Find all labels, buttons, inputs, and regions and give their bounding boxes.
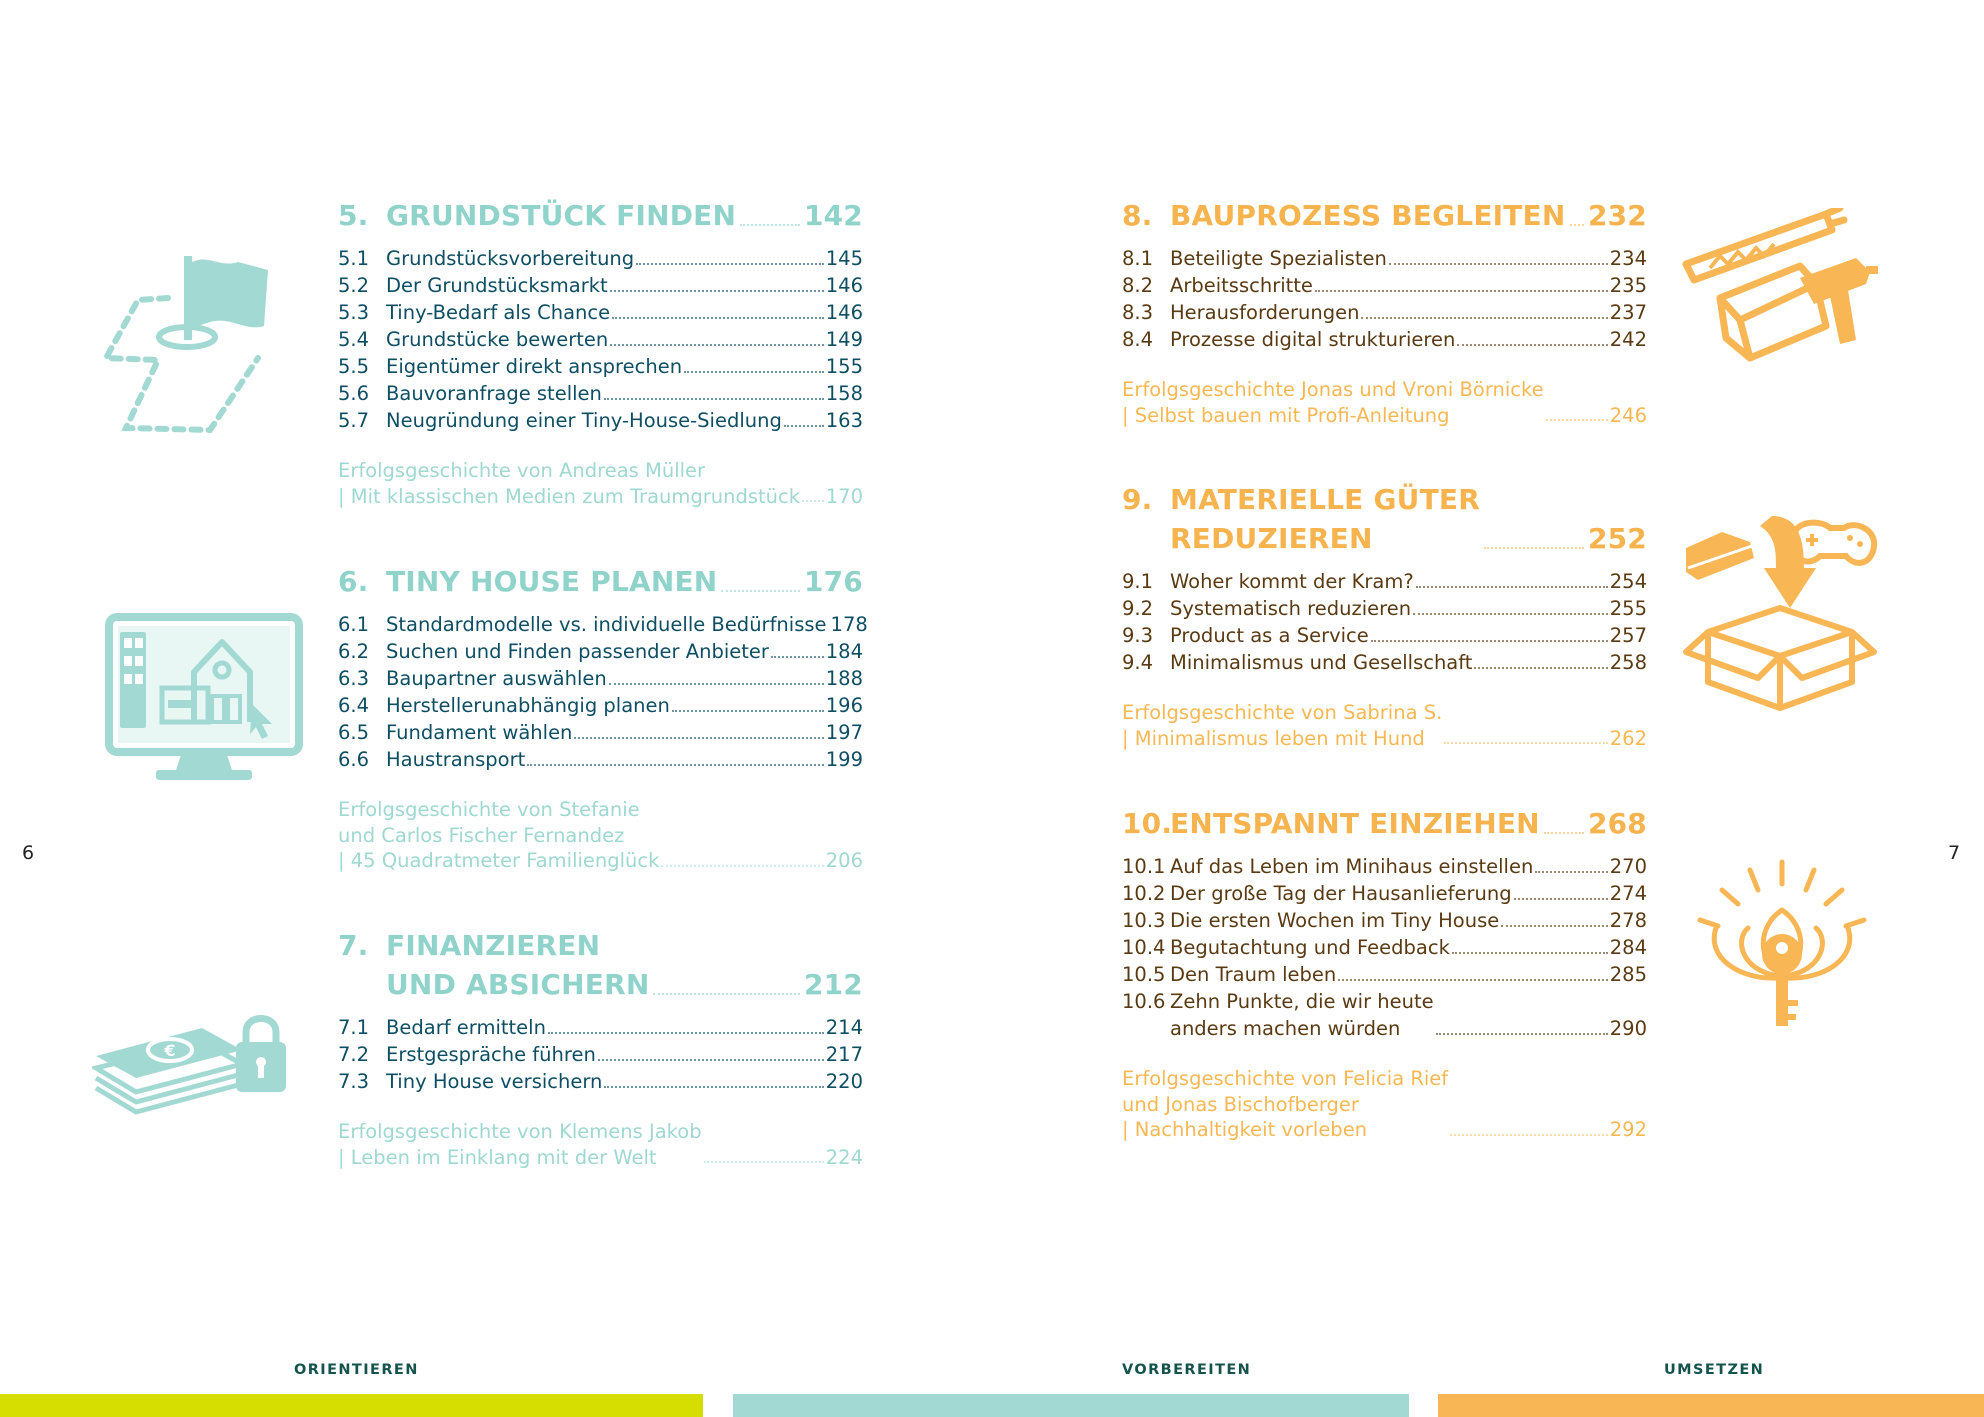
entry-page: 163	[825, 409, 863, 432]
leader-dots	[1413, 613, 1608, 615]
entry-page: 158	[825, 382, 863, 405]
entry-number: 6.4	[338, 694, 370, 717]
entry-title: Product as a Service	[1170, 624, 1369, 647]
leader-dots	[636, 263, 824, 265]
flag-plot-icon	[98, 248, 278, 438]
toc-entry[interactable]	[1122, 299, 1647, 326]
entry-number: 5.7	[338, 409, 370, 432]
leader-dots	[1546, 419, 1608, 421]
entry-title-line: Zehn Punkte, die wir heute	[1170, 990, 1434, 1013]
entry-title: Fundament wählen	[386, 721, 573, 744]
entry-title-line: anders machen würden	[1170, 1017, 1401, 1040]
chapter-title: TINY HOUSE PLANEN	[386, 565, 718, 598]
story-page: 246	[1609, 403, 1647, 427]
leader-dots	[527, 764, 824, 766]
entry-title: Prozesse digital strukturieren	[1170, 328, 1456, 351]
entry-number: 5.2	[338, 274, 370, 297]
entry-title: Der große Tag der Hausanlieferung	[1170, 882, 1512, 905]
entry-page: 178	[830, 613, 868, 636]
toc-entry[interactable]	[338, 692, 863, 719]
story-title	[338, 797, 659, 874]
entry-title: Erstgespräche führen	[386, 1043, 596, 1066]
toc-entry[interactable]	[338, 746, 863, 773]
story-title	[338, 458, 800, 509]
leader-dots	[1535, 871, 1607, 873]
chapter-title	[386, 926, 649, 1004]
success-story[interactable]	[338, 797, 863, 874]
entry-page: 155	[825, 355, 863, 378]
toc-list	[1122, 245, 1647, 353]
entry-number: 8.1	[1122, 247, 1154, 270]
toc-entry[interactable]	[338, 1014, 863, 1041]
entry-title: Beteiligte Spezialisten	[1170, 247, 1387, 270]
entry-page: 199	[825, 748, 863, 771]
entry-title: Tiny-Bedarf als Chance	[386, 301, 611, 324]
footer-tab-orientieren[interactable]: ORIENTIEREN	[294, 1362, 419, 1378]
leader-dots	[672, 710, 824, 712]
leader-dots	[1315, 290, 1608, 292]
leader-dots	[1416, 586, 1608, 588]
leader-dots	[1514, 898, 1608, 900]
entry-number: 10.2	[1122, 882, 1166, 905]
leader-dots	[740, 224, 800, 226]
toc-list	[338, 1014, 863, 1095]
entry-page: 258	[1609, 651, 1647, 674]
entry-number: 7.2	[338, 1043, 370, 1066]
entry-page: 242	[1609, 328, 1647, 351]
chapter-title: ENTSPANNT EINZIEHEN	[1170, 807, 1540, 840]
story-line: Erfolgsgeschichte von Andreas Müller	[338, 459, 706, 482]
story-line: und Jonas Bischofberger	[1122, 1092, 1359, 1116]
story-page: 292	[1609, 1118, 1647, 1141]
chapter-page: 142	[803, 199, 863, 232]
leader-dots	[1389, 263, 1608, 265]
entry-number: 10.1	[1122, 855, 1166, 878]
entry-title: Grundstücksvorbereitung	[386, 247, 635, 270]
entry-page: 188	[825, 667, 863, 690]
toc-entry[interactable]	[1122, 622, 1647, 649]
shoe-gamepad-box-icon	[1680, 512, 1880, 712]
leader-dots	[653, 993, 799, 995]
toc-entry[interactable]	[338, 665, 863, 692]
chapter-page: 212	[803, 968, 863, 1001]
chapter-9	[1122, 480, 1647, 751]
entry-number: 8.4	[1122, 328, 1154, 351]
entry-page: 274	[1609, 882, 1647, 905]
chapter-page: 252	[1587, 522, 1647, 555]
toc-entry[interactable]	[338, 611, 868, 638]
toc-entry[interactable]	[338, 326, 863, 353]
entry-page: 257	[1609, 624, 1647, 647]
leader-dots	[610, 290, 824, 292]
chapter-number: 7.	[338, 929, 369, 962]
leader-dots	[612, 317, 824, 319]
chapter-title	[1170, 480, 1480, 558]
chapter-title: GRUNDSTÜCK FINDEN	[386, 199, 737, 232]
leader-dots	[721, 590, 800, 592]
leader-dots	[1501, 925, 1608, 927]
toc-entry[interactable]	[1122, 595, 1647, 622]
story-page: 170	[825, 484, 863, 508]
monitor-house-design-icon	[104, 612, 304, 790]
chapter-page: 268	[1587, 807, 1647, 840]
leader-dots	[610, 344, 824, 346]
entry-number: 7.3	[338, 1070, 370, 1093]
toc-entry[interactable]	[338, 719, 863, 746]
toc-entry[interactable]	[338, 1068, 863, 1095]
entry-number: 10.6	[1122, 990, 1166, 1013]
entry-title: Bedarf ermitteln	[386, 1016, 546, 1039]
leader-dots	[1452, 952, 1608, 954]
entry-title: Suchen und Finden passender Anbieter	[386, 640, 769, 663]
chapter-title-line: UND ABSICHERN	[386, 968, 650, 1001]
toc-entry[interactable]	[338, 380, 863, 407]
entry-number: 9.4	[1122, 651, 1154, 674]
entry-title: Baupartner auswählen	[386, 667, 607, 690]
entry-number: 5.3	[338, 301, 370, 324]
story-title	[1122, 700, 1442, 751]
story-line: Erfolgsgeschichte Jonas und Vroni Börnicke	[1122, 378, 1544, 401]
entry-page: 285	[1609, 963, 1647, 986]
story-page: 206	[825, 849, 863, 872]
story-line: | 45 Quadratmeter Familienglück	[338, 849, 660, 872]
story-line: | Nachhaltigkeit vorleben	[1122, 1118, 1368, 1141]
toc-list	[1122, 568, 1647, 676]
leader-dots	[784, 425, 824, 427]
entry-title: Begutachtung und Feedback	[1170, 936, 1450, 959]
leader-dots	[604, 1086, 823, 1088]
chapter-number: 8.	[1122, 199, 1153, 232]
entry-page: 146	[825, 274, 863, 297]
entry-number: 5.5	[338, 355, 370, 378]
entry-title: Tiny House versichern	[386, 1070, 603, 1093]
toc-entry[interactable]	[1122, 853, 1647, 880]
footer-bar-orientieren	[0, 1394, 703, 1417]
toc-entry[interactable]	[1122, 245, 1647, 272]
entry-number: 7.1	[338, 1016, 370, 1039]
toc-entry[interactable]	[1122, 934, 1647, 961]
toc-entry[interactable]	[1122, 649, 1647, 676]
chapter-page: 232	[1587, 199, 1647, 232]
toc-entry[interactable]	[1122, 988, 1647, 1042]
entry-page: 255	[1609, 597, 1647, 620]
leader-dots	[1450, 1134, 1608, 1136]
toc-list	[1122, 853, 1647, 1042]
key-lotus-icon	[1692, 856, 1872, 1028]
leader-dots	[1570, 224, 1584, 226]
leader-dots	[598, 1059, 824, 1061]
entry-number: 6.2	[338, 640, 370, 663]
entry-page: 196	[825, 694, 863, 717]
toc-entry[interactable]	[1122, 907, 1647, 934]
saw-wood-drill-icon	[1680, 208, 1880, 373]
story-line: Erfolgsgeschichte von Sabrina S.	[1122, 701, 1443, 724]
story-title	[1122, 1066, 1448, 1143]
entry-number: 10.4	[1122, 936, 1166, 959]
entry-title: Haustransport	[386, 748, 526, 771]
chapter-8	[1122, 196, 1647, 428]
footer-bar-umsetzen	[1438, 1394, 1984, 1417]
chapter-6	[338, 562, 868, 874]
chapter-heading[interactable]	[1122, 196, 1647, 235]
success-story[interactable]	[1122, 700, 1647, 751]
leader-dots	[771, 656, 824, 658]
entry-title: Woher kommt der Kram?	[1170, 570, 1414, 593]
entry-title: Der Grundstücksmarkt	[386, 274, 608, 297]
chapter-title-line: MATERIELLE GÜTER	[1170, 483, 1480, 516]
leader-dots	[802, 500, 824, 502]
entry-page: 184	[825, 640, 863, 663]
toc-entry[interactable]	[1122, 272, 1647, 299]
toc-entry[interactable]	[338, 245, 863, 272]
story-title	[338, 1119, 702, 1170]
story-line: Erfolgsgeschichte von Felicia Rief	[1122, 1067, 1449, 1090]
chapter-title: BAUPROZESS BEGLEITEN	[1170, 199, 1566, 232]
entry-number: 5.1	[338, 247, 370, 270]
entry-page: 220	[825, 1070, 863, 1093]
story-title	[1122, 377, 1544, 428]
chapter-page: 176	[803, 565, 863, 598]
entry-title: Herausforderungen	[1170, 301, 1360, 324]
leader-dots	[1484, 547, 1584, 549]
entry-number: 6.6	[338, 748, 370, 771]
entry-title: Bauvoranfrage stellen	[386, 382, 602, 405]
entry-page: 237	[1609, 301, 1647, 324]
entry-number: 10.3	[1122, 909, 1166, 932]
entry-title: Herstellerunabhängig planen	[386, 694, 670, 717]
toc-entry[interactable]	[1122, 568, 1647, 595]
leader-dots	[1371, 640, 1608, 642]
leader-dots	[1338, 979, 1607, 981]
money-lock-icon	[92, 1004, 302, 1116]
leader-dots	[704, 1161, 824, 1163]
entry-number: 5.4	[338, 328, 370, 351]
chapter-title-line: FINANZIEREN	[386, 929, 601, 962]
leader-dots	[684, 371, 824, 373]
entry-number: 9.1	[1122, 570, 1154, 593]
entry-page: 290	[1609, 1017, 1647, 1040]
leader-dots	[1544, 832, 1584, 834]
entry-title: Auf das Leben im Minihaus einstellen	[1170, 855, 1534, 878]
entry-page: 270	[1609, 855, 1647, 878]
entry-page: 234	[1609, 247, 1647, 270]
leader-dots	[574, 737, 823, 739]
toc-entry[interactable]	[338, 1041, 863, 1068]
toc-entry[interactable]	[1122, 961, 1647, 988]
toc-entry[interactable]	[338, 272, 863, 299]
chapter-number: 5.	[338, 199, 369, 232]
chapter-10	[1122, 804, 1647, 1143]
story-line: Erfolgsgeschichte von Stefanie	[338, 798, 640, 821]
page-number: 7	[1948, 842, 1961, 864]
chapter-heading[interactable]	[1122, 804, 1647, 843]
entry-title: Neugründung einer Tiny-House-Siedlung	[386, 409, 782, 432]
leader-dots	[548, 1032, 824, 1034]
toc-list	[338, 245, 863, 434]
toc-entry[interactable]	[1122, 326, 1647, 353]
leader-dots	[1457, 344, 1607, 346]
entry-number: 8.2	[1122, 274, 1154, 297]
story-line: | Leben im Einklang mit der Welt	[338, 1145, 657, 1169]
svg-text:€: €	[164, 1041, 176, 1060]
entry-title: Den Traum leben	[1170, 963, 1337, 986]
entry-page: 278	[1609, 909, 1647, 932]
toc-entry[interactable]	[1122, 880, 1647, 907]
chapter-heading[interactable]	[338, 562, 863, 601]
entry-title: Grundstücke bewerten	[386, 328, 609, 351]
chapter-heading[interactable]	[1122, 480, 1647, 558]
entry-title	[1170, 988, 1434, 1042]
entry-number: 8.3	[1122, 301, 1154, 324]
entry-title: Eigentümer direkt ansprechen	[386, 355, 683, 378]
toc-entry[interactable]	[338, 299, 863, 326]
entry-page: 254	[1609, 570, 1647, 593]
story-line: | Selbst bauen mit Profi-Anleitung	[1122, 403, 1450, 427]
chapter-heading[interactable]	[338, 926, 863, 1004]
entry-number: 10.5	[1122, 963, 1166, 986]
right-page	[992, 0, 1984, 1417]
entry-number: 9.3	[1122, 624, 1154, 647]
entry-title: Minimalismus und Gesellschaft	[1170, 651, 1473, 674]
entry-page: 284	[1609, 936, 1647, 959]
chapter-number: 9.	[1122, 483, 1153, 516]
chapter-number: 6.	[338, 565, 369, 598]
leader-dots	[604, 398, 824, 400]
chapter-title-line: REDUZIEREN	[1170, 522, 1373, 555]
leader-dots	[1474, 667, 1607, 669]
footer-bar-vorbereiten	[733, 1394, 1409, 1417]
success-story[interactable]	[338, 1119, 863, 1170]
entry-page: 217	[825, 1043, 863, 1066]
chapter-5	[338, 196, 863, 509]
entry-number: 9.2	[1122, 597, 1154, 620]
chapter-7	[338, 926, 863, 1170]
story-line: | Minimalismus leben mit Hund	[1122, 726, 1425, 750]
toc-entry[interactable]	[338, 638, 863, 665]
success-story[interactable]	[338, 458, 863, 509]
entry-page: 149	[825, 328, 863, 351]
page-number: 6	[22, 842, 35, 864]
entry-title: Arbeitsschritte	[1170, 274, 1313, 297]
leader-dots	[1444, 742, 1607, 744]
entry-number: 6.1	[338, 613, 370, 636]
entry-title: Standardmodelle vs. individuelle Bedürfnisse	[386, 613, 827, 636]
footer-tab-umsetzen[interactable]: UMSETZEN	[1664, 1362, 1765, 1378]
entry-number: 6.3	[338, 667, 370, 690]
story-line: Erfolgsgeschichte von Klemens Jakob	[338, 1120, 702, 1143]
story-page: 262	[1609, 726, 1647, 750]
story-line: und Carlos Fischer Fernandez	[338, 823, 625, 847]
entry-number: 5.6	[338, 382, 370, 405]
entry-page: 145	[825, 247, 863, 270]
story-page: 224	[825, 1145, 863, 1169]
chapter-heading[interactable]	[338, 196, 863, 235]
leader-dots	[609, 683, 824, 685]
entry-page: 235	[1609, 274, 1647, 297]
story-line: | Mit klassischen Medien zum Traumgrundstück	[338, 484, 801, 508]
entry-number: 6.5	[338, 721, 370, 744]
leader-dots	[661, 865, 823, 867]
success-story[interactable]	[1122, 377, 1647, 428]
entry-title: Systematisch reduzieren	[1170, 597, 1412, 620]
entry-page: 197	[825, 721, 863, 744]
toc-entry[interactable]	[338, 407, 863, 434]
entry-page: 214	[825, 1016, 863, 1039]
leader-dots	[1361, 317, 1607, 319]
toc-entry[interactable]	[338, 353, 863, 380]
chapter-number: 10.	[1122, 807, 1173, 840]
entry-page: 146	[825, 301, 863, 324]
success-story[interactable]	[1122, 1066, 1647, 1143]
leader-dots	[1436, 1033, 1608, 1035]
entry-title: Die ersten Wochen im Tiny House	[1170, 909, 1500, 932]
toc-list	[338, 611, 868, 773]
footer-tab-vorbereiten[interactable]: VORBEREITEN	[1122, 1362, 1252, 1378]
